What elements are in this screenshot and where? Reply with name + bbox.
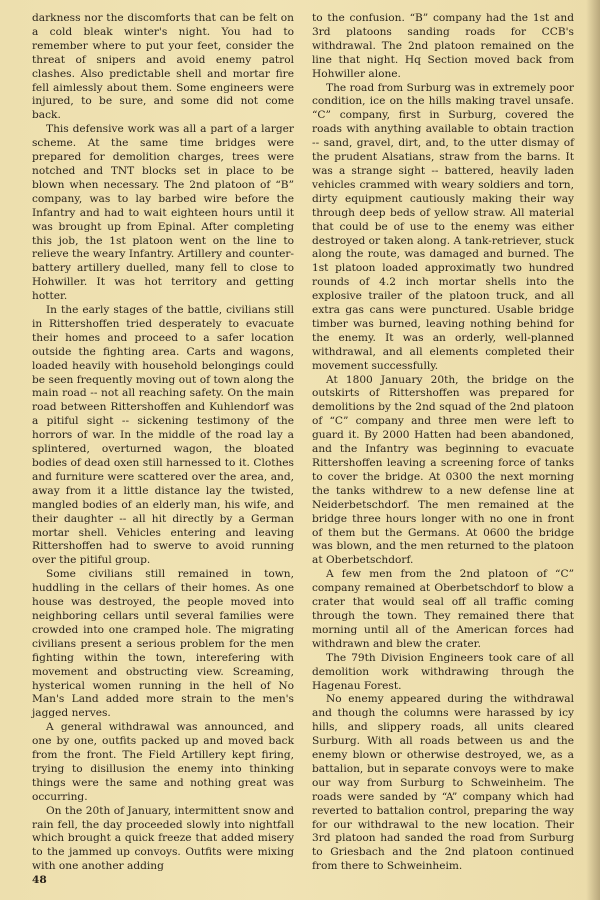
right-column <box>312 12 574 874</box>
paragraph: No enemy appeared during the withdrawal and though the columns were harassed by icy hills, and slippery roads, all units cleared Surburg. With all roads between us and the enemy blown or otherwise destroyed, we, as a battalion, but in separate convoys were to make our way from Surburg to Schweinheim. The roads were sanded by “A” company which had reverted to battalion control, preparing the way for our withdrawal to the new location. Their 3rd platoon had sanded the road from Surburg to Griesbach and the 2nd platoon continued from there to Schweinheim. <box>312 693 574 873</box>
paragraph: In the early stages of the battle, civilians still in Rittershoffen tried desperately to evacuate their homes and proceed to a safer location outside the fighting area. Carts and wagons, loaded heavily with household belongings could be seen frequently moving out of town along the main road -- not all reaching safety. On the main road between Rittershoffen and Kuhlendorf was a pitiful sight -- sickening testimony of the horrors of war. In the middle of the road lay a splintered, overturned wagon, the bloated bodies of dead oxen still harnessed to it. Clothes and furniture were scattered over the area, and, away from it a little distance lay the twisted, mangled bodies of an elderly man, his wife, and their daughter -- all hit directly by a German mortar shell. Vehicles entering and leaving Rittershoffen had to swerve to avoid running over the pitiful group. <box>32 304 294 567</box>
paragraph: The road from Surburg was in extremely poor condition, ice on the hills making travel unsafe. “C” company, first in Surburg, covered the roads with anything available to obtain traction -- sand, gravel, dirt, and, to the utter dismay of the prudent Alsatians, straw from the barns. It was a strange sight -- battered, heavily laden vehicles crammed with weary soldiers and torn, dirty equipment cautiously making their way through deep beds of yellow straw. All material that could be of use to the enemy was either destroyed or taken along. A tank-retriever, stuck along the route, was damaged and burned. The 1st platoon loaded approximatly two hundred rounds of 4.2 inch mortar shells into the explosive trailer of the platoon truck, and all extra gas cans were punctured. Usable bridge timber was burned, leaving nothing behind for the enemy. It was an orderly, well-planned withdrawal, and all elements completed their movement successfully. <box>312 81 574 372</box>
page-number: 48 <box>32 874 47 886</box>
paragraph: A general withdrawal was announced, and one by one, outfits packed up and moved back from the front. The Field Artillery kept firing, trying to disillusion the enemy into thinking things were the same and nothing great was occurring. <box>32 721 294 803</box>
paragraph: to the confusion. “B” company had the 1st and 3rd platoons sanding roads for CCB's withdrawal. The 2nd platoon remained on the line that night. Hq Section moved back from Hohwiller alone. <box>312 12 574 80</box>
page-edge-shadow <box>586 0 600 900</box>
paragraph: Some civilians still remained in town, huddling in the cellars of their homes. As one house was destroyed, the people moved into neighboring cellars until several families were crowded into one cramped hole. The migrating civilians present a serious problem for the men fighting within the town, interefering with movement and obstructing view. Screaming, hysterical women running in the hell of No Man's Land added more strain to the men's jagged nerves. <box>32 568 294 720</box>
paragraph: A few men from the 2nd platoon of “C” company remained at Oberbetschdorf to blow a crater that would seal off all traffic coming through the town. They remained there that morning until all of the American forces had withdrawn and blew the crater. <box>312 568 574 650</box>
paragraph: The 79th Division Engineers took care of all demolition work withdrawing through the Hagenau Forest. <box>312 651 574 692</box>
paragraph: On the 20th of January, intermittent snow and rain fell, the day proceeded slowly into nightfall which brought a quick freeze that added misery to the jammed up convoys. Outfits were mixing with one another adding <box>32 804 294 873</box>
left-column <box>32 12 294 874</box>
paragraph: At 1800 January 20th, the bridge on the outskirts of Rittershoffen was prepared for demolitions by the 2nd squad of the 2nd platoon of “C” company and three men were left to guard it. By 2000 Hatten had been abandoned, and the Infantry was beginning to evacuate Rittershoffen leaving a screening force of tanks to cover the bridge. At 0300 the next morning the tanks withdrew to a new defense line at Neiderbetschdorf. The men remained at the bridge three hours longer with no one in front of them but the Germans. At 0600 the bridge was blown, and the men returned to the platoon at Oberbetschdorf. <box>312 373 574 567</box>
paragraph: This defensive work was all a part of a larger scheme. At the same time bridges were prepared for demolition charges, trees were notched and TNT blocks set in place to be blown when necessary. The 2nd platoon of “B” company, was to lay barbed wire before the Infantry and had to wait eighteen hours until it was brought up from Epinal. After completing this job, the 1st platoon went on the line to relieve the weary Infantry. Artillery and counter-battery artillery duelled, many fell to close to Hohwiller. It was hot territory and getting hotter. <box>32 123 294 303</box>
paragraph: darkness nor the discomforts that can be felt on a cold bleak winter's night. You had to remember where to put your feet, consider the threat of snipers and avoid enemy patrol clashes. Also predictable shell and mortar fire fell aimlessly about them. Some engineers were injured, to be sure, and some did not come back. <box>32 12 294 122</box>
